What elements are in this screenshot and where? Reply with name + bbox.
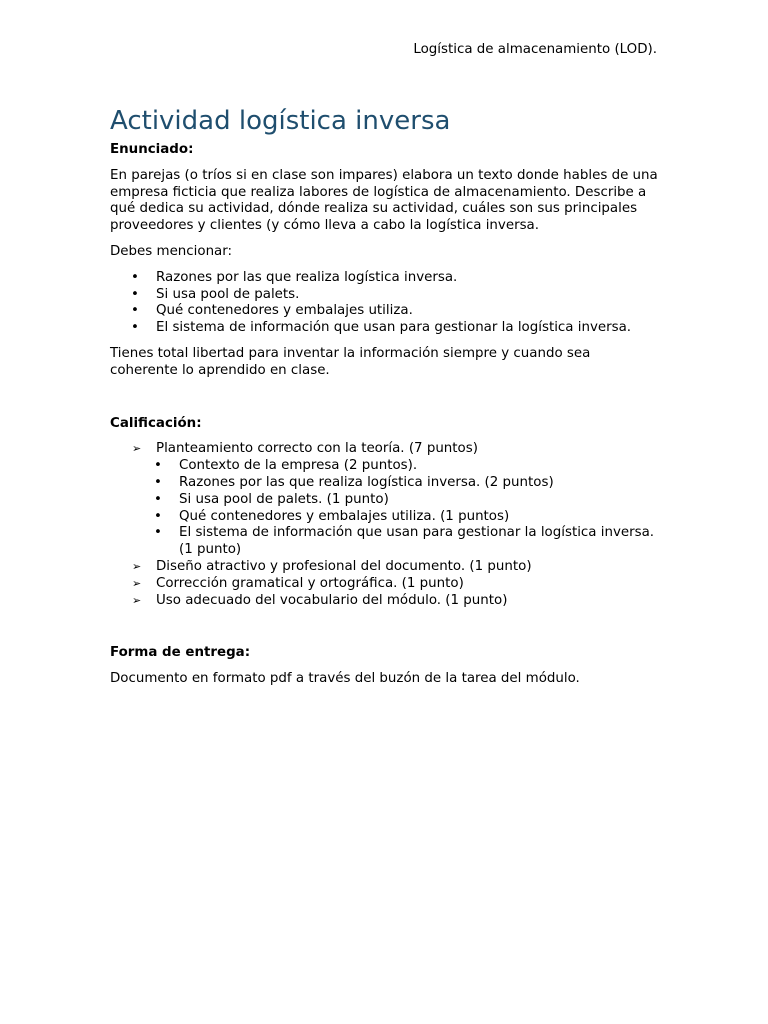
- criteria-item: [110, 593, 658, 610]
- bullet-icon: •: [154, 458, 162, 474]
- criteria-item: [110, 559, 658, 576]
- criteria-sublist: [156, 458, 658, 559]
- arrow-bullet-icon: ➢: [132, 442, 142, 456]
- list-item: [110, 320, 658, 337]
- sub-criteria-item: [110, 525, 658, 559]
- arrow-bullet-icon: ➢: [132, 559, 142, 573]
- bullet-icon: •: [131, 269, 139, 285]
- enunciado-closing: Tienes total libertad para inventar la información siempre y cuando sea coherente lo aprendido en clase.: [110, 345, 591, 378]
- list-item-text: El sistema de información que usan para gestionar la logística inversa.: [156, 320, 632, 336]
- list-item-text: Qué contenedores y embalajes utiliza.: [156, 303, 413, 319]
- sub-criteria-text: Qué contenedores y embalajes utiliza. (1 puntos): [179, 508, 510, 524]
- section-spacer: [110, 380, 658, 416]
- bullet-icon: •: [154, 525, 162, 541]
- calificacion-label: Calificación:: [110, 415, 202, 431]
- sub-criteria-text: Contexto de la empresa (2 puntos).: [179, 458, 418, 474]
- mention-list: [110, 270, 658, 337]
- list-item: [110, 287, 658, 304]
- criteria-item: [110, 441, 658, 559]
- page-header: Logística de almacenamiento (LOD).: [413, 42, 657, 57]
- sub-criteria-text: El sistema de información que usan para gestionar la logística inversa. (1 punto): [179, 525, 655, 558]
- sub-criteria-item: [110, 509, 658, 526]
- sub-criteria-text: Razones por las que realiza logística inversa. (2 puntos): [179, 474, 554, 490]
- arrow-bullet-icon: ➢: [132, 593, 142, 607]
- bullet-icon: •: [131, 320, 139, 336]
- enunciado-label: Enunciado:: [110, 142, 194, 157]
- bullet-icon: •: [131, 286, 139, 302]
- sub-criteria-text: Si usa pool de palets. (1 punto): [179, 491, 389, 507]
- mention-label: Debes mencionar:: [110, 243, 233, 259]
- document-body: [110, 104, 658, 688]
- bullet-icon: •: [131, 303, 139, 319]
- criteria-item-text: Corrección gramatical y ortográfica. (1 punto): [156, 575, 464, 591]
- entrega-label: Forma de entrega:: [110, 645, 251, 661]
- calificacion-list: [110, 441, 658, 609]
- section-spacer: [110, 609, 658, 645]
- list-item-text: Razones por las que realiza logística inversa.: [156, 269, 458, 285]
- bullet-icon: •: [154, 491, 162, 507]
- bullet-icon: •: [154, 508, 162, 524]
- bullet-icon: •: [154, 474, 162, 490]
- enunciado-intro: En parejas (o tríos si en clase son impares) elabora un texto donde hables de una empresa ficticia que realiza labores de logística de almacenamiento. Describe a qué dedica su actividad, dónde realiza su actividad, cuáles son sus principales proveedores y clientes (y cómo lleva a cabo la logística inversa.: [110, 167, 658, 234]
- list-item-text: Si usa pool de palets.: [156, 286, 300, 302]
- criteria-item: [110, 576, 658, 593]
- list-item: [110, 270, 658, 287]
- sub-criteria-item: [110, 458, 658, 475]
- entrega-text: Documento en formato pdf a través del buzón de la tarea del módulo.: [110, 671, 580, 687]
- document-title: Actividad logística inversa: [110, 106, 451, 136]
- sub-criteria-item: [110, 492, 658, 509]
- sub-criteria-item: [110, 475, 658, 492]
- list-item: [110, 303, 658, 320]
- criteria-item-text: Planteamiento correcto con la teoría. (7 puntos): [156, 441, 478, 457]
- arrow-bullet-icon: ➢: [132, 576, 142, 590]
- criteria-item-text: Diseño atractivo y profesional del documento. (1 punto): [156, 558, 532, 574]
- criteria-item-text: Uso adecuado del vocabulario del módulo. (1 punto): [156, 592, 508, 608]
